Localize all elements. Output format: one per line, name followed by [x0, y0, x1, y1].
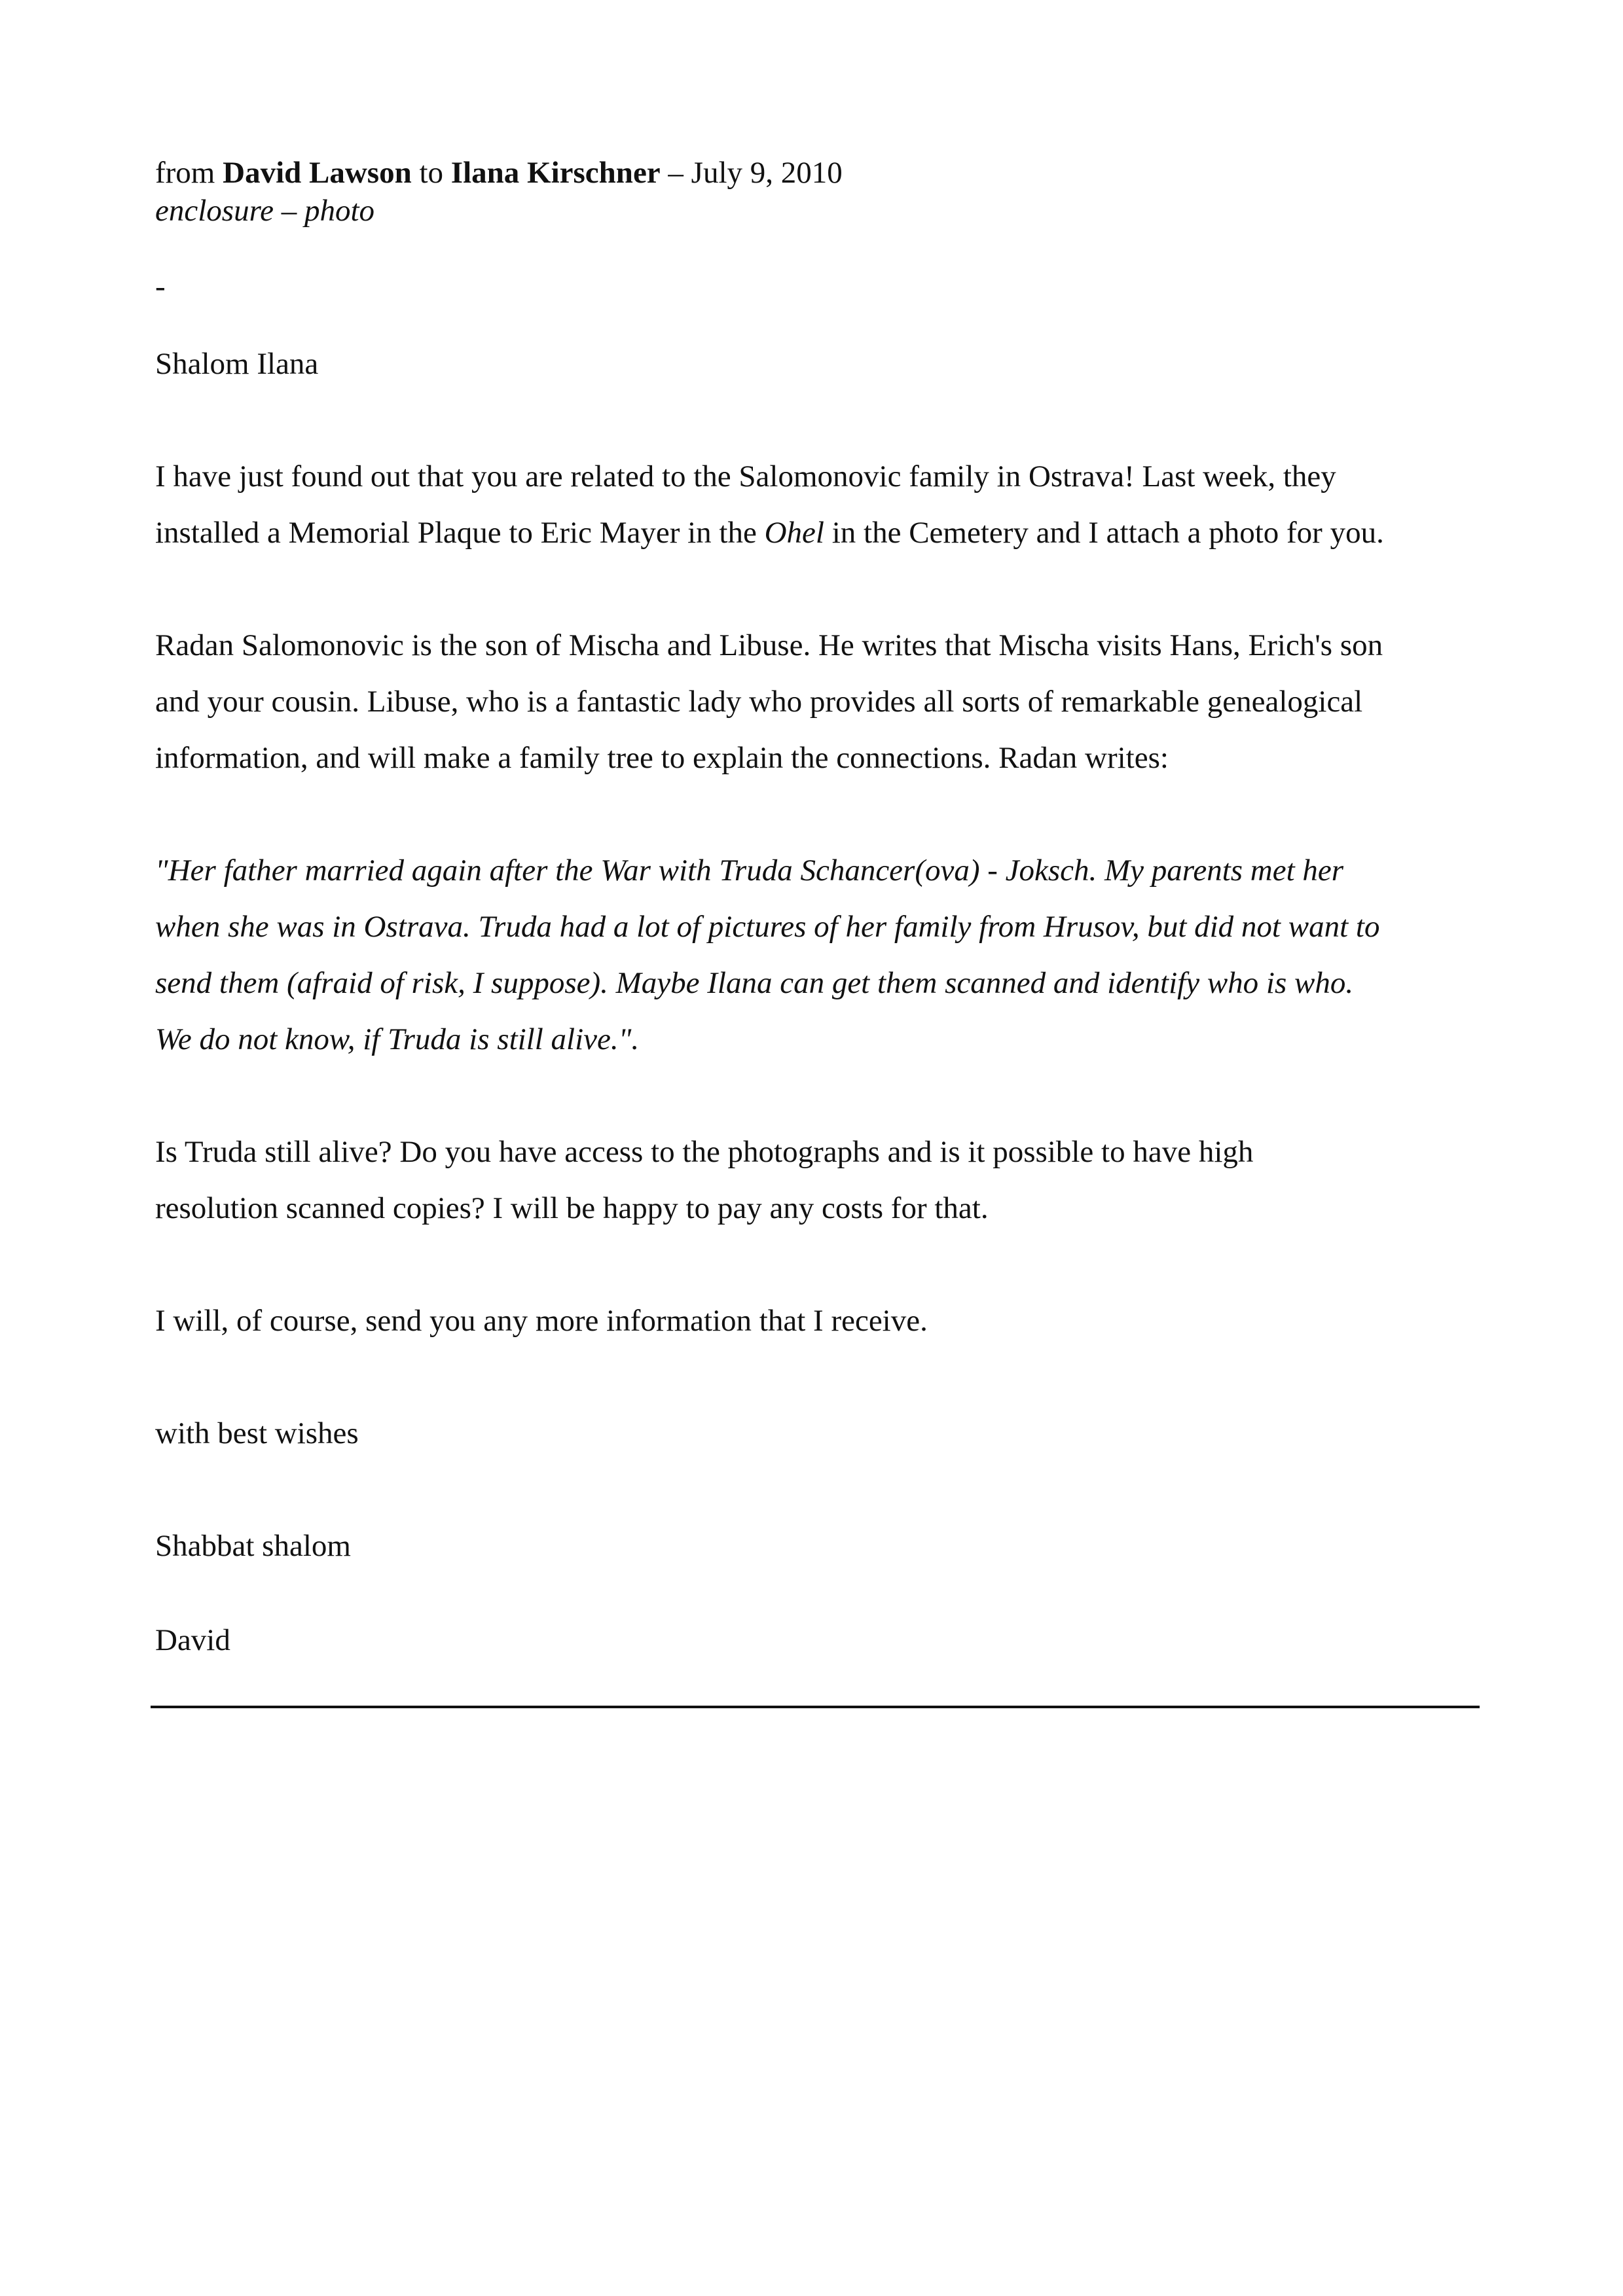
ohel-word: Ohel [764, 516, 824, 550]
paragraph1-line2-after: in the Cemetery and I attach a photo for you. [824, 516, 1384, 550]
separator-dash: - [155, 270, 166, 304]
horizontal-rule [151, 1706, 1480, 1708]
paragraph1-line2 [155, 514, 1384, 551]
quote-line3: send them (afraid of risk, I suppose). Maybe Ilana can get them scanned and identify who is who. [155, 966, 1354, 1000]
quote-line4: We do not know, if Truda is still alive.". [155, 1022, 640, 1056]
paragraph3-line2: resolution scanned copies? I will be happy to pay any costs for that. [155, 1191, 989, 1225]
signature: David [155, 1623, 230, 1657]
from-word: from [155, 156, 215, 190]
header-line [155, 154, 843, 191]
paragraph2-line2: and your cousin. Libuse, who is a fantastic lady who provides all sorts of remarkable genealogical [155, 685, 1363, 719]
closing-shabbat-shalom: Shabbat shalom [155, 1529, 351, 1563]
paragraph4: I will, of course, send you any more information that I receive. [155, 1304, 928, 1338]
letter-date: – July 9, 2010 [668, 156, 843, 190]
closing-best-wishes: with best wishes [155, 1416, 359, 1450]
paragraph3-line1: Is Truda still alive? Do you have access to the photographs and is it possible to have high [155, 1135, 1254, 1169]
greeting: Shalom Ilana [155, 347, 319, 381]
recipient-name: Ilana Kirschner [450, 156, 661, 190]
paragraph1-line1: I have just found out that you are related to the Salomonovic family in Ostrava! Last week, they [155, 459, 1336, 493]
paragraph1-line2-before: installed a Memorial Plaque to Eric Mayer in the [155, 516, 765, 550]
paragraph2-line3: information, and will make a family tree to explain the connections. Radan writes: [155, 741, 1169, 775]
to-word: to [419, 156, 444, 190]
quote-line2: when she was in Ostrava. Truda had a lot of pictures of her family from Hrusov, but did not want to [155, 910, 1380, 944]
enclosure-note: enclosure – photo [155, 194, 375, 228]
quote-line1: "Her father married again after the War with Truda Schancer(ova) - Joksch. My parents met her [155, 853, 1344, 888]
sender-name: David Lawson [223, 156, 412, 190]
paragraph2-line1: Radan Salomonovic is the son of Mischa and Libuse. He writes that Mischa visits Hans, Erich's son [155, 628, 1383, 662]
